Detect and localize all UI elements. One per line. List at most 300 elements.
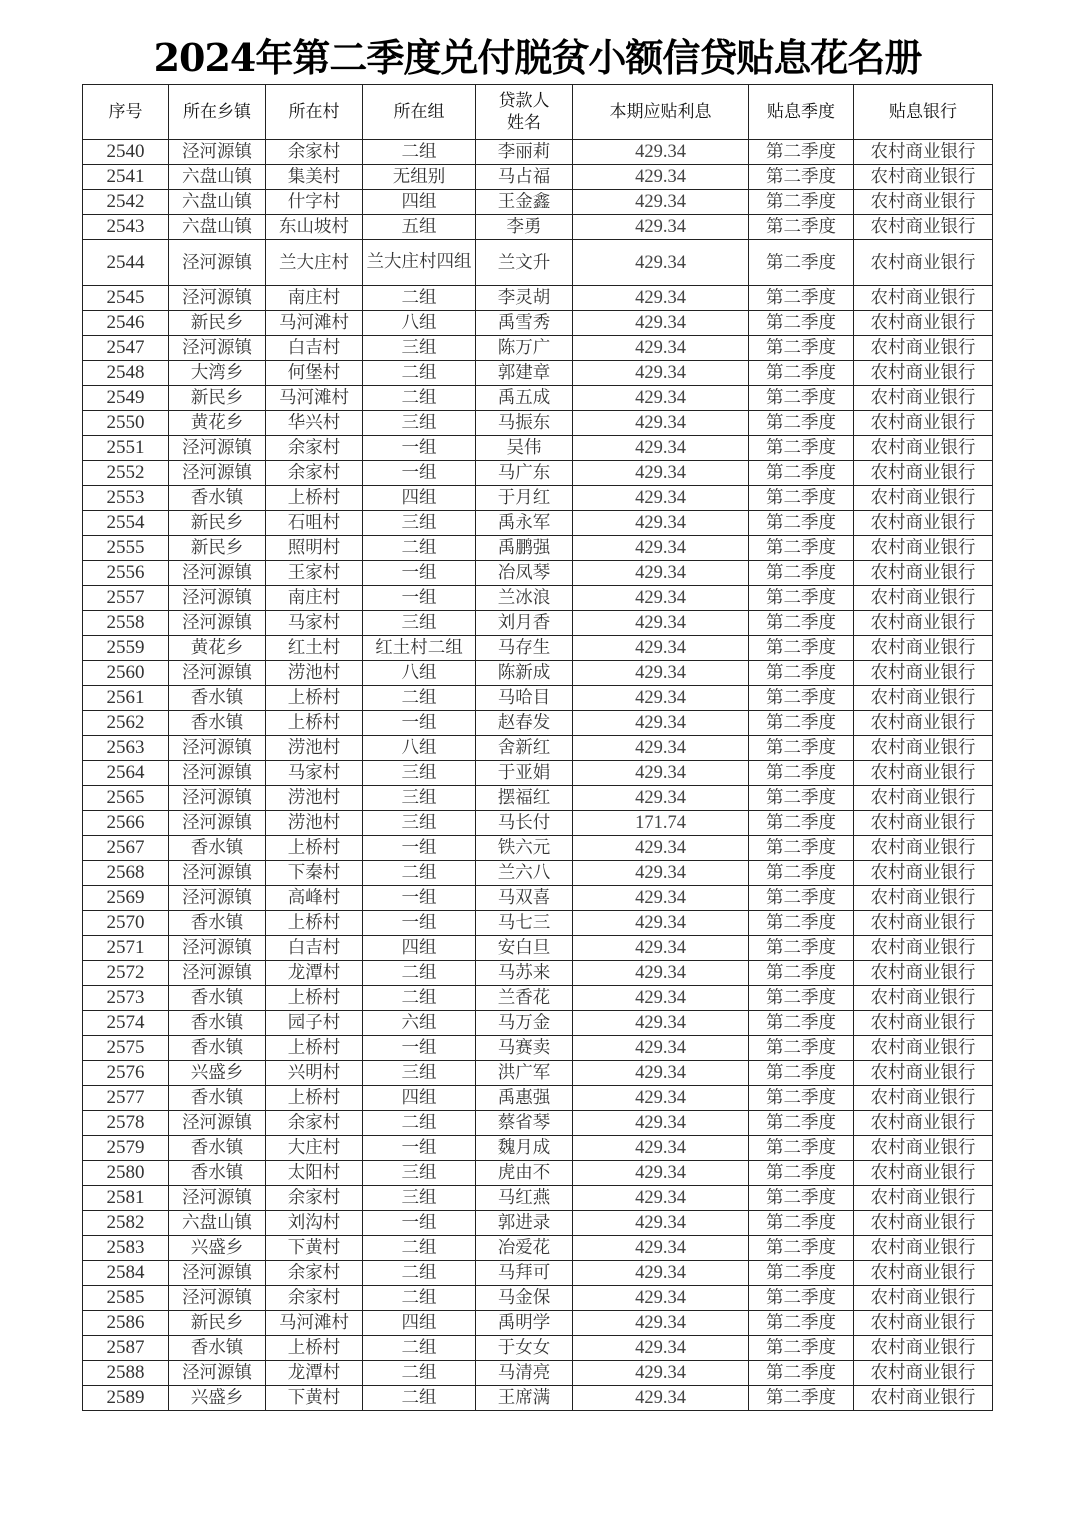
borrower-name-cell: 李丽莉 — [476, 140, 573, 165]
village-cell: 上桥村 — [266, 836, 363, 861]
borrower-name-cell: 冶爱花 — [476, 1236, 573, 1261]
table-row — [83, 886, 993, 911]
bank-cell: 农村商业银行 — [854, 461, 993, 486]
interest-amount-cell: 429.34 — [573, 736, 749, 761]
quarter-cell: 第二季度 — [749, 1061, 854, 1086]
township-cell: 新民乡 — [169, 511, 266, 536]
borrower-name-cell: 于女女 — [476, 1336, 573, 1361]
bank-cell: 农村商业银行 — [854, 986, 993, 1011]
serial-number-cell: 2587 — [83, 1336, 169, 1361]
bank-cell: 农村商业银行 — [854, 1011, 993, 1036]
village-cell: 余家村 — [266, 461, 363, 486]
village-cell: 上桥村 — [266, 686, 363, 711]
interest-amount-cell: 429.34 — [573, 486, 749, 511]
quarter-cell: 第二季度 — [749, 1286, 854, 1311]
township-cell: 香水镇 — [169, 1086, 266, 1111]
village-cell: 南庄村 — [266, 286, 363, 311]
borrower-name-cell: 李勇 — [476, 215, 573, 240]
table-row — [83, 311, 993, 336]
village-cell: 龙潭村 — [266, 961, 363, 986]
borrower-name-cell: 马万金 — [476, 1011, 573, 1036]
township-cell: 泾河源镇 — [169, 861, 266, 886]
bank-cell: 农村商业银行 — [854, 1286, 993, 1311]
borrower-name-cell: 虎由不 — [476, 1161, 573, 1186]
bank-cell: 农村商业银行 — [854, 1111, 993, 1136]
township-cell: 泾河源镇 — [169, 1186, 266, 1211]
serial-number-cell: 2559 — [83, 636, 169, 661]
group-cell: 一组 — [363, 586, 476, 611]
quarter-cell: 第二季度 — [749, 486, 854, 511]
serial-number-cell: 2540 — [83, 140, 169, 165]
interest-amount-cell: 429.34 — [573, 411, 749, 436]
serial-number-cell: 2541 — [83, 165, 169, 190]
group-cell: 三组 — [363, 1161, 476, 1186]
bank-cell: 农村商业银行 — [854, 886, 993, 911]
borrower-name-cell: 安白旦 — [476, 936, 573, 961]
village-cell: 马河滩村 — [266, 1311, 363, 1336]
bank-cell: 农村商业银行 — [854, 411, 993, 436]
table-row — [83, 286, 993, 311]
township-cell: 新民乡 — [169, 1311, 266, 1336]
borrower-name-cell: 兰冰浪 — [476, 586, 573, 611]
village-cell: 下秦村 — [266, 861, 363, 886]
bank-cell: 农村商业银行 — [854, 361, 993, 386]
bank-cell: 农村商业银行 — [854, 536, 993, 561]
borrower-name-cell: 马存生 — [476, 636, 573, 661]
village-cell: 照明村 — [266, 536, 363, 561]
village-cell: 余家村 — [266, 1261, 363, 1286]
interest-amount-cell: 171.74 — [573, 811, 749, 836]
group-cell: 三组 — [363, 761, 476, 786]
borrower-name-cell: 禹惠强 — [476, 1086, 573, 1111]
quarter-cell: 第二季度 — [749, 311, 854, 336]
borrower-name-cell: 马拜可 — [476, 1261, 573, 1286]
serial-number-cell: 2566 — [83, 811, 169, 836]
village-cell: 集美村 — [266, 165, 363, 190]
interest-amount-cell: 429.34 — [573, 336, 749, 361]
township-cell: 泾河源镇 — [169, 886, 266, 911]
bank-cell: 农村商业银行 — [854, 561, 993, 586]
table-row — [83, 1236, 993, 1261]
village-cell: 上桥村 — [266, 911, 363, 936]
bank-cell: 农村商业银行 — [854, 661, 993, 686]
group-cell: 二组 — [363, 1261, 476, 1286]
header-bank: 贴息银行 — [854, 85, 993, 140]
interest-amount-cell: 429.34 — [573, 190, 749, 215]
interest-amount-cell: 429.34 — [573, 1311, 749, 1336]
interest-amount-cell: 429.34 — [573, 165, 749, 190]
header-serial-number: 序号 — [83, 85, 169, 140]
serial-number-cell: 2552 — [83, 461, 169, 486]
quarter-cell: 第二季度 — [749, 511, 854, 536]
interest-amount-cell: 429.34 — [573, 886, 749, 911]
quarter-cell: 第二季度 — [749, 1311, 854, 1336]
group-cell: 六组 — [363, 1011, 476, 1036]
interest-amount-cell: 429.34 — [573, 536, 749, 561]
village-cell: 石咀村 — [266, 511, 363, 536]
bank-cell: 农村商业银行 — [854, 240, 993, 286]
table-row — [83, 1386, 993, 1411]
interest-amount-cell: 429.34 — [573, 786, 749, 811]
township-cell: 泾河源镇 — [169, 611, 266, 636]
village-cell: 马河滩村 — [266, 386, 363, 411]
group-cell: 三组 — [363, 1061, 476, 1086]
quarter-cell: 第二季度 — [749, 436, 854, 461]
interest-amount-cell: 429.34 — [573, 711, 749, 736]
township-cell: 泾河源镇 — [169, 661, 266, 686]
village-cell: 上桥村 — [266, 1086, 363, 1111]
serial-number-cell: 2563 — [83, 736, 169, 761]
bank-cell: 农村商业银行 — [854, 586, 993, 611]
bank-cell: 农村商业银行 — [854, 1036, 993, 1061]
borrower-name-cell: 郭进录 — [476, 1211, 573, 1236]
group-cell: 四组 — [363, 936, 476, 961]
group-cell: 三组 — [363, 336, 476, 361]
serial-number-cell: 2544 — [83, 240, 169, 286]
quarter-cell: 第二季度 — [749, 911, 854, 936]
village-cell: 上桥村 — [266, 986, 363, 1011]
township-cell: 香水镇 — [169, 986, 266, 1011]
group-cell: 二组 — [363, 961, 476, 986]
borrower-name-cell: 郭建章 — [476, 361, 573, 386]
township-cell: 六盘山镇 — [169, 215, 266, 240]
township-cell: 黄花乡 — [169, 636, 266, 661]
table-row — [83, 461, 993, 486]
bank-cell: 农村商业银行 — [854, 811, 993, 836]
serial-number-cell: 2562 — [83, 711, 169, 736]
interest-amount-cell: 429.34 — [573, 586, 749, 611]
bank-cell: 农村商业银行 — [854, 861, 993, 886]
interest-amount-cell: 429.34 — [573, 1386, 749, 1411]
interest-amount-cell: 429.34 — [573, 1211, 749, 1236]
interest-amount-cell: 429.34 — [573, 986, 749, 1011]
table-row — [83, 711, 993, 736]
table-row — [83, 586, 993, 611]
table-row — [83, 636, 993, 661]
header-interest-amount: 本期应贴利息 — [573, 85, 749, 140]
township-cell: 泾河源镇 — [169, 1286, 266, 1311]
bank-cell: 农村商业银行 — [854, 1161, 993, 1186]
village-cell: 涝池村 — [266, 661, 363, 686]
bank-cell: 农村商业银行 — [854, 611, 993, 636]
borrower-name-cell: 马红燕 — [476, 1186, 573, 1211]
borrower-name-cell: 马占福 — [476, 165, 573, 190]
interest-amount-cell: 429.34 — [573, 611, 749, 636]
group-cell: 二组 — [363, 986, 476, 1011]
borrower-name-cell: 禹明学 — [476, 1311, 573, 1336]
table-row — [83, 511, 993, 536]
bank-cell: 农村商业银行 — [854, 1361, 993, 1386]
bank-cell: 农村商业银行 — [854, 1061, 993, 1086]
quarter-cell: 第二季度 — [749, 1211, 854, 1236]
quarter-cell: 第二季度 — [749, 1361, 854, 1386]
borrower-name-cell: 吴伟 — [476, 436, 573, 461]
quarter-cell: 第二季度 — [749, 611, 854, 636]
village-cell: 马家村 — [266, 611, 363, 636]
township-cell: 泾河源镇 — [169, 436, 266, 461]
township-cell: 泾河源镇 — [169, 286, 266, 311]
interest-amount-cell: 429.34 — [573, 561, 749, 586]
township-cell: 香水镇 — [169, 1336, 266, 1361]
table-row — [83, 1136, 993, 1161]
quarter-cell: 第二季度 — [749, 1111, 854, 1136]
interest-amount-cell: 429.34 — [573, 140, 749, 165]
table-body — [83, 140, 993, 1411]
serial-number-cell: 2572 — [83, 961, 169, 986]
borrower-name-cell: 陈新成 — [476, 661, 573, 686]
group-cell: 三组 — [363, 411, 476, 436]
quarter-cell: 第二季度 — [749, 140, 854, 165]
borrower-name-cell: 禹雪秀 — [476, 311, 573, 336]
group-cell: 二组 — [363, 1111, 476, 1136]
serial-number-cell: 2588 — [83, 1361, 169, 1386]
table-row — [83, 1111, 993, 1136]
serial-number-cell: 2582 — [83, 1211, 169, 1236]
serial-number-cell: 2575 — [83, 1036, 169, 1061]
borrower-name-cell: 马哈目 — [476, 686, 573, 711]
table-row — [83, 561, 993, 586]
group-cell: 二组 — [363, 1336, 476, 1361]
quarter-cell: 第二季度 — [749, 711, 854, 736]
township-cell: 兴盛乡 — [169, 1386, 266, 1411]
table-row — [83, 215, 993, 240]
table-row — [83, 361, 993, 386]
serial-number-cell: 2550 — [83, 411, 169, 436]
township-cell: 兴盛乡 — [169, 1236, 266, 1261]
interest-amount-cell: 429.34 — [573, 1061, 749, 1086]
table-row — [83, 165, 993, 190]
quarter-cell: 第二季度 — [749, 1086, 854, 1111]
interest-amount-cell: 429.34 — [573, 1086, 749, 1111]
quarter-cell: 第二季度 — [749, 411, 854, 436]
quarter-cell: 第二季度 — [749, 240, 854, 286]
group-cell: 一组 — [363, 1036, 476, 1061]
quarter-cell: 第二季度 — [749, 336, 854, 361]
quarter-cell: 第二季度 — [749, 786, 854, 811]
village-cell: 上桥村 — [266, 1336, 363, 1361]
borrower-name-cell: 洪广军 — [476, 1061, 573, 1086]
serial-number-cell: 2560 — [83, 661, 169, 686]
quarter-cell: 第二季度 — [749, 836, 854, 861]
borrower-name-cell: 兰文升 — [476, 240, 573, 286]
interest-amount-cell: 429.34 — [573, 661, 749, 686]
interest-amount-cell: 429.34 — [573, 1261, 749, 1286]
bank-cell: 农村商业银行 — [854, 190, 993, 215]
quarter-cell: 第二季度 — [749, 761, 854, 786]
group-cell: 一组 — [363, 1136, 476, 1161]
quarter-cell: 第二季度 — [749, 190, 854, 215]
quarter-cell: 第二季度 — [749, 661, 854, 686]
interest-amount-cell: 429.34 — [573, 1036, 749, 1061]
bank-cell: 农村商业银行 — [854, 1261, 993, 1286]
quarter-cell: 第二季度 — [749, 286, 854, 311]
header-borrower-name-line1: 贷款人 — [498, 91, 550, 111]
header-group: 所在组 — [363, 85, 476, 140]
bank-cell: 农村商业银行 — [854, 1186, 993, 1211]
township-cell: 香水镇 — [169, 1161, 266, 1186]
bank-cell: 农村商业银行 — [854, 711, 993, 736]
borrower-name-cell: 陈万广 — [476, 336, 573, 361]
village-cell: 刘沟村 — [266, 1211, 363, 1236]
quarter-cell: 第二季度 — [749, 1236, 854, 1261]
serial-number-cell: 2543 — [83, 215, 169, 240]
borrower-name-cell: 兰六八 — [476, 861, 573, 886]
serial-number-cell: 2551 — [83, 436, 169, 461]
village-cell: 余家村 — [266, 1111, 363, 1136]
township-cell: 泾河源镇 — [169, 586, 266, 611]
group-cell: 一组 — [363, 561, 476, 586]
serial-number-cell: 2561 — [83, 686, 169, 711]
header-row — [83, 85, 993, 140]
village-cell: 兰大庄村 — [266, 240, 363, 286]
group-cell: 三组 — [363, 511, 476, 536]
bank-cell: 农村商业银行 — [854, 1386, 993, 1411]
interest-amount-cell: 429.34 — [573, 511, 749, 536]
serial-number-cell: 2557 — [83, 586, 169, 611]
serial-number-cell: 2555 — [83, 536, 169, 561]
bank-cell: 农村商业银行 — [854, 511, 993, 536]
serial-number-cell: 2578 — [83, 1111, 169, 1136]
township-cell: 黄花乡 — [169, 411, 266, 436]
interest-amount-cell: 429.34 — [573, 1236, 749, 1261]
header-borrower-name-line2: 姓名 — [507, 113, 541, 133]
township-cell: 新民乡 — [169, 386, 266, 411]
township-cell: 香水镇 — [169, 686, 266, 711]
quarter-cell: 第二季度 — [749, 1336, 854, 1361]
interest-amount-cell: 429.34 — [573, 286, 749, 311]
group-cell: 兰大庄村四组 — [363, 240, 476, 286]
table-row — [83, 1061, 993, 1086]
village-cell: 园子村 — [266, 1011, 363, 1036]
serial-number-cell: 2571 — [83, 936, 169, 961]
table-row — [83, 961, 993, 986]
borrower-name-cell: 赵春发 — [476, 711, 573, 736]
table-row — [83, 1086, 993, 1111]
township-cell: 新民乡 — [169, 311, 266, 336]
quarter-cell: 第二季度 — [749, 1136, 854, 1161]
interest-amount-cell: 429.34 — [573, 1336, 749, 1361]
bank-cell: 农村商业银行 — [854, 140, 993, 165]
serial-number-cell: 2548 — [83, 361, 169, 386]
borrower-name-cell: 禹永军 — [476, 511, 573, 536]
borrower-name-cell: 魏月成 — [476, 1136, 573, 1161]
group-cell: 四组 — [363, 190, 476, 215]
group-cell: 一组 — [363, 911, 476, 936]
serial-number-cell: 2579 — [83, 1136, 169, 1161]
quarter-cell: 第二季度 — [749, 461, 854, 486]
borrower-name-cell: 王席满 — [476, 1386, 573, 1411]
table-row — [83, 1036, 993, 1061]
bank-cell: 农村商业银行 — [854, 165, 993, 190]
group-cell: 二组 — [363, 361, 476, 386]
quarter-cell: 第二季度 — [749, 1161, 854, 1186]
interest-amount-cell: 429.34 — [573, 240, 749, 286]
township-cell: 泾河源镇 — [169, 786, 266, 811]
borrower-name-cell: 马振东 — [476, 411, 573, 436]
bank-cell: 农村商业银行 — [854, 836, 993, 861]
interest-amount-cell: 429.34 — [573, 311, 749, 336]
header-village: 所在村 — [266, 85, 363, 140]
quarter-cell: 第二季度 — [749, 165, 854, 190]
interest-amount-cell: 429.34 — [573, 1186, 749, 1211]
interest-amount-cell: 429.34 — [573, 1361, 749, 1386]
group-cell: 三组 — [363, 811, 476, 836]
bank-cell: 农村商业银行 — [854, 936, 993, 961]
township-cell: 香水镇 — [169, 911, 266, 936]
serial-number-cell: 2545 — [83, 286, 169, 311]
group-cell: 三组 — [363, 786, 476, 811]
serial-number-cell: 2584 — [83, 1261, 169, 1286]
township-cell: 泾河源镇 — [169, 961, 266, 986]
township-cell: 泾河源镇 — [169, 761, 266, 786]
header-borrower-name — [476, 85, 573, 140]
village-cell: 马家村 — [266, 761, 363, 786]
township-cell: 泾河源镇 — [169, 811, 266, 836]
group-cell: 一组 — [363, 711, 476, 736]
table-row — [83, 436, 993, 461]
bank-cell: 农村商业银行 — [854, 215, 993, 240]
interest-amount-cell: 429.34 — [573, 936, 749, 961]
group-cell: 无组别 — [363, 165, 476, 190]
serial-number-cell: 2567 — [83, 836, 169, 861]
quarter-cell: 第二季度 — [749, 1011, 854, 1036]
quarter-cell: 第二季度 — [749, 961, 854, 986]
group-cell: 二组 — [363, 1286, 476, 1311]
township-cell: 泾河源镇 — [169, 1111, 266, 1136]
borrower-name-cell: 舍新红 — [476, 736, 573, 761]
table-row — [83, 911, 993, 936]
serial-number-cell: 2569 — [83, 886, 169, 911]
township-cell: 大湾乡 — [169, 361, 266, 386]
township-cell: 泾河源镇 — [169, 240, 266, 286]
quarter-cell: 第二季度 — [749, 1386, 854, 1411]
bank-cell: 农村商业银行 — [854, 636, 993, 661]
township-cell: 香水镇 — [169, 486, 266, 511]
table-row — [83, 1186, 993, 1211]
bank-cell: 农村商业银行 — [854, 1336, 993, 1361]
quarter-cell: 第二季度 — [749, 536, 854, 561]
serial-number-cell: 2565 — [83, 786, 169, 811]
borrower-name-cell: 蔡省琴 — [476, 1111, 573, 1136]
township-cell: 香水镇 — [169, 1036, 266, 1061]
serial-number-cell: 2558 — [83, 611, 169, 636]
village-cell: 白吉村 — [266, 336, 363, 361]
borrower-name-cell: 禹鹏强 — [476, 536, 573, 561]
interest-amount-cell: 429.34 — [573, 686, 749, 711]
interest-amount-cell: 429.34 — [573, 215, 749, 240]
borrower-name-cell: 马苏来 — [476, 961, 573, 986]
group-cell: 一组 — [363, 461, 476, 486]
group-cell: 八组 — [363, 736, 476, 761]
serial-number-cell: 2570 — [83, 911, 169, 936]
village-cell: 大庄村 — [266, 1136, 363, 1161]
quarter-cell: 第二季度 — [749, 386, 854, 411]
quarter-cell: 第二季度 — [749, 861, 854, 886]
table-row — [83, 1011, 993, 1036]
borrower-name-cell: 王金鑫 — [476, 190, 573, 215]
interest-amount-cell: 429.34 — [573, 836, 749, 861]
borrower-name-cell: 刘月香 — [476, 611, 573, 636]
group-cell: 二组 — [363, 140, 476, 165]
serial-number-cell: 2547 — [83, 336, 169, 361]
table-row — [83, 811, 993, 836]
table-row — [83, 661, 993, 686]
village-cell: 余家村 — [266, 1286, 363, 1311]
serial-number-cell: 2586 — [83, 1311, 169, 1336]
borrower-name-cell: 马广东 — [476, 461, 573, 486]
quarter-cell: 第二季度 — [749, 361, 854, 386]
group-cell: 二组 — [363, 1361, 476, 1386]
